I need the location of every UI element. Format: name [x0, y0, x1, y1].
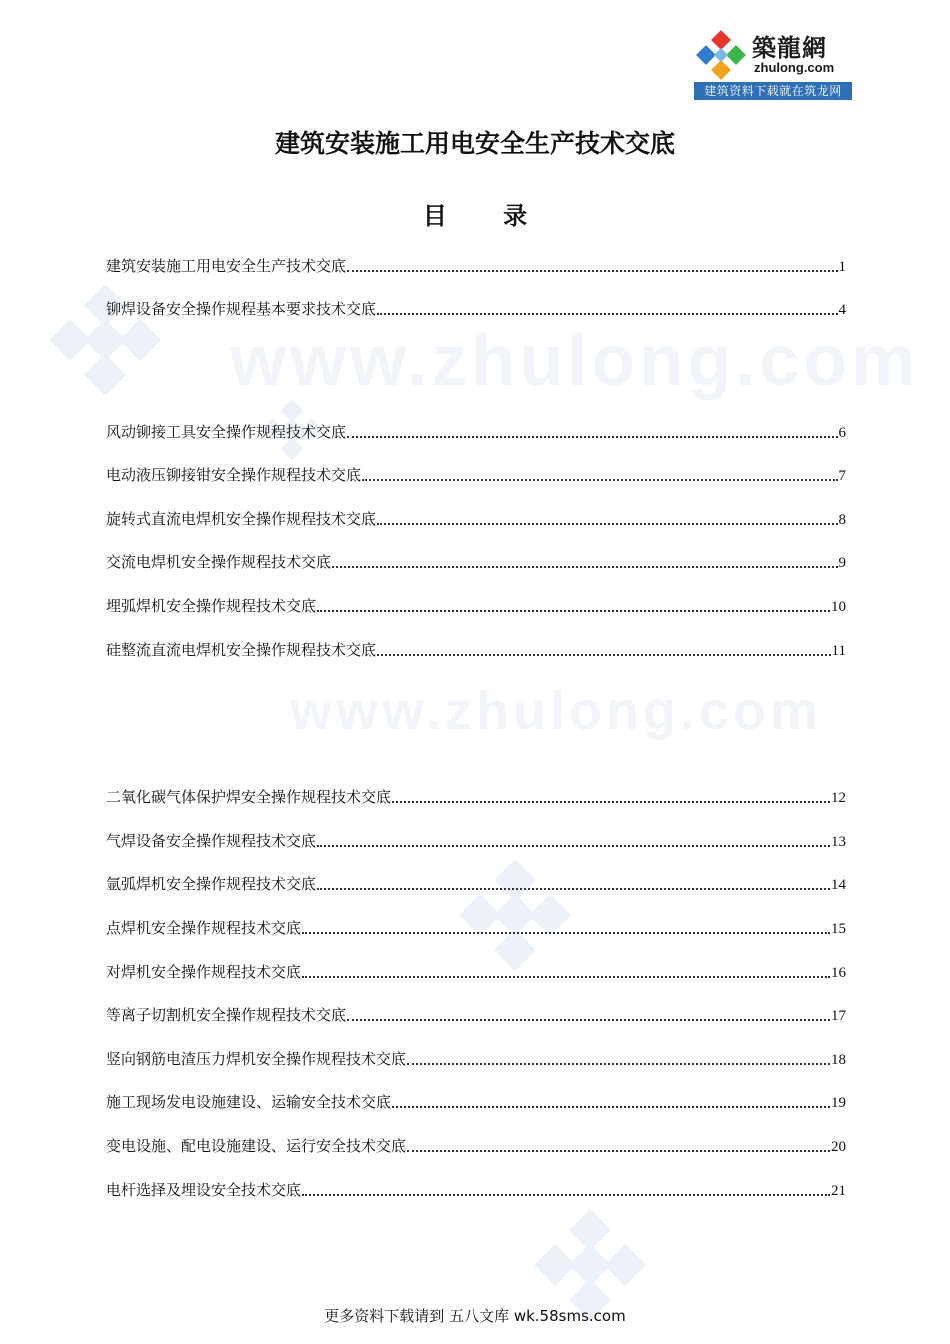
toc-entry-label: 对焊机安全操作规程技术交底 — [106, 963, 302, 981]
footer-download-note[interactable]: 更多资料下载请到 五八文库 wk.58sms.com — [324, 1307, 626, 1325]
logo-brand-cn: 築龍網 — [752, 33, 827, 62]
toc-leader-dots — [347, 1018, 830, 1021]
toc-entry-label: 风动铆接工具安全操作规程技术交底 — [106, 423, 347, 441]
toc-entry-label: 旋转式直流电焊机安全操作规程技术交底 — [106, 510, 377, 528]
toc-entry-page: 11 — [831, 643, 846, 659]
toc-entry-label: 铆焊设备安全操作规程基本要求技术交底 — [106, 300, 377, 318]
toc-entry[interactable] — [106, 916, 846, 938]
toc-entry-label: 变电设施、配电设施建设、运行安全技术交底 — [106, 1137, 407, 1155]
toc-entry-label: 气焊设备安全操作规程技术交底 — [106, 832, 317, 850]
toc-entry-page: 1 — [838, 259, 846, 275]
toc-leader-dots — [302, 1193, 830, 1196]
toc-entry[interactable] — [106, 550, 846, 572]
toc-entry[interactable] — [106, 297, 846, 319]
toc-entry-label: 点焊机安全操作规程技术交底 — [106, 919, 302, 937]
toc-leader-dots — [377, 312, 837, 315]
toc-entry-page: 9 — [838, 555, 846, 571]
toc-leader-dots — [407, 1062, 830, 1065]
toc-entry-page: 4 — [838, 302, 846, 318]
toc-entry-page: 21 — [831, 1183, 846, 1199]
watermark-text: www.zhulong.com — [230, 321, 920, 401]
toc-entry-label: 等离子切割机安全操作规程技术交底 — [106, 1006, 347, 1024]
toc-leader-dots — [332, 565, 837, 568]
toc-leader-dots — [407, 1149, 830, 1152]
toc-heading: 目 录 — [422, 202, 528, 230]
watermark-text: www.zhulong.com — [290, 681, 822, 741]
toc-entry-label: 氩弧焊机安全操作规程技术交底 — [106, 875, 317, 893]
toc-leader-dots — [317, 844, 830, 847]
zhulong-logo-icon — [696, 30, 746, 80]
toc-entry-page: 18 — [831, 1052, 846, 1068]
toc-entry[interactable] — [106, 1047, 846, 1069]
toc-entry-page: 14 — [831, 877, 846, 893]
toc-entry[interactable] — [106, 829, 846, 851]
toc-entry-page: 20 — [831, 1139, 846, 1155]
toc-entry-page: 19 — [831, 1095, 846, 1111]
toc-leader-dots — [377, 653, 831, 656]
toc-leader-dots — [347, 269, 837, 272]
toc-entry-label: 施工现场发电设施建设、运输安全技术交底 — [106, 1093, 392, 1111]
toc-leader-dots — [362, 478, 837, 481]
toc-entry-page: 8 — [838, 512, 846, 528]
toc-entry-page: 15 — [831, 921, 846, 937]
toc-entry-label: 建筑安装施工用电安全生产技术交底 — [106, 257, 347, 275]
toc-entry[interactable] — [106, 1003, 846, 1025]
toc-entry[interactable] — [106, 1178, 846, 1200]
toc-entry[interactable] — [106, 872, 846, 894]
toc-leader-dots — [302, 975, 830, 978]
toc-entry-label: 电杆选择及埋设安全技术交底 — [106, 1181, 302, 1199]
toc-leader-dots — [317, 609, 830, 612]
toc-entry[interactable] — [106, 960, 846, 982]
logo-brand-en: zhulong.com — [754, 60, 835, 75]
toc-entry[interactable] — [106, 1090, 846, 1112]
toc-entry-label: 二氧化碳气体保护焊安全操作规程技术交底 — [106, 788, 392, 806]
toc-entry[interactable] — [106, 420, 846, 442]
toc-leader-dots — [302, 931, 830, 934]
toc-entry-page: 7 — [838, 468, 846, 484]
document-title: 建筑安装施工用电安全生产技术交底 — [274, 129, 675, 158]
watermark-logo-icon — [535, 1210, 645, 1320]
toc-entry-label: 电动液压铆接钳安全操作规程技术交底 — [106, 466, 362, 484]
toc-entry-label: 交流电焊机安全操作规程技术交底 — [106, 553, 332, 571]
toc-leader-dots — [347, 435, 837, 438]
toc-leader-dots — [317, 887, 830, 890]
toc-entry[interactable] — [106, 1134, 846, 1156]
toc-entry[interactable] — [106, 594, 846, 616]
logo-tagline: 建筑资料下载就在筑龙网 — [694, 82, 852, 100]
toc-entry-page: 6 — [838, 425, 846, 441]
toc-entry-label: 埋弧焊机安全操作规程技术交底 — [106, 597, 317, 615]
toc-leader-dots — [392, 1105, 830, 1108]
toc-entry-page: 13 — [831, 834, 846, 850]
toc-entry[interactable] — [106, 785, 846, 807]
toc-entry-page: 10 — [831, 599, 846, 615]
toc-entry[interactable] — [106, 638, 846, 660]
zhulong-logo — [694, 24, 852, 100]
toc-entry[interactable] — [106, 463, 846, 485]
toc-leader-dots — [377, 522, 837, 525]
toc-entry-label: 硅整流直流电焊机安全操作规程技术交底 — [106, 641, 377, 659]
toc-entry-page: 17 — [831, 1008, 846, 1024]
toc-entry-label: 竖向钢筋电渣压力焊机安全操作规程技术交底 — [106, 1050, 407, 1068]
toc-leader-dots — [392, 800, 830, 803]
toc-entry-page: 12 — [831, 790, 846, 806]
toc-entry[interactable] — [106, 507, 846, 529]
toc-entry[interactable] — [106, 254, 846, 276]
toc-entry-page: 16 — [831, 965, 846, 981]
